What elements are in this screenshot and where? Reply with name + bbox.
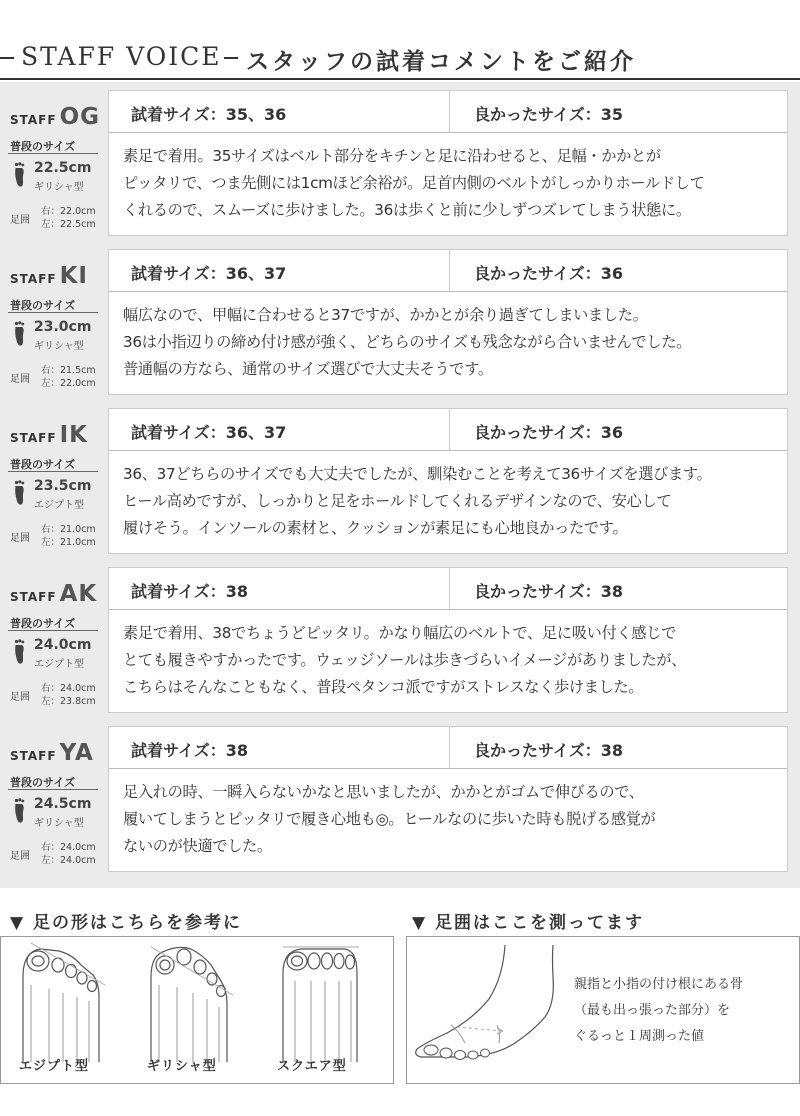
staff-name [10, 263, 102, 289]
staff-entry-ak [0, 567, 800, 719]
staff-name [10, 422, 102, 448]
header-english-title: STAFF VOICE [21, 42, 222, 71]
staff-initials: OG [59, 104, 101, 130]
staff-name [10, 104, 102, 130]
staff-initials: KI [59, 263, 88, 289]
staff-tag: STAFF [10, 272, 57, 286]
girth-right: 右：22.0cm [41, 206, 96, 217]
staff-initials: YA [59, 740, 94, 766]
staff-profile [0, 249, 108, 401]
foot-type: ギリシャ型 [34, 341, 84, 352]
staff-initials: IK [59, 422, 88, 448]
foot-type: ギリシャ型 [34, 818, 84, 829]
staff-comment: 足入れの時、一瞬入らないかなと思いましたが、かかとがゴムで伸びるので、 履いてしまうとピッタリで履き心地も◎。ヒールなのに歩いた時も脱げる感覚が ないのが快適でした。 [123, 783, 656, 855]
size-row [109, 91, 787, 133]
good-size: 良かったサイズ：38 [474, 582, 623, 601]
header-dash-middle [224, 57, 238, 59]
foot-shape-label-egyptian: エジプト型 [19, 1059, 90, 1074]
size-row [109, 250, 787, 292]
staff-comment: 素足で着用。35サイズはベルト部分をキチンと足に沿わせると、足幅・かかとが ピッタリで、つま先側には1cmほど余裕が。足首内側のベルトがしっかりホールドして くれるので、スムーズに歩けました。36は歩くと前に少しずつズレてしまう状態に。 [123, 147, 705, 219]
egyptian-foot-icon [23, 949, 99, 1062]
greek-foot-icon [151, 947, 227, 1062]
foot-side-icon [407, 937, 577, 1083]
comment-card [108, 567, 788, 713]
girth-label: 足囲 [10, 215, 30, 226]
staff-tag: STAFF [10, 749, 57, 763]
staff-profile [0, 726, 108, 878]
staff-profile [0, 90, 108, 242]
staff-tag: STAFF [10, 113, 57, 127]
girth-values [41, 523, 96, 549]
size-row [109, 727, 787, 769]
foot-shape-label-greek: ギリシャ型 [147, 1059, 217, 1074]
staff-tag: STAFF [10, 431, 57, 445]
tried-size: 試着サイズ：38 [131, 741, 248, 760]
header-rule [0, 78, 800, 80]
girth-right: 右：24.0cm [41, 842, 96, 853]
girth-label: 足囲 [10, 374, 30, 385]
girth-left: 左：21.0cm [41, 537, 96, 548]
staff-name [10, 740, 102, 766]
size-divider [449, 91, 450, 132]
girth-right: 右：21.0cm [41, 524, 96, 535]
tried-size: 試着サイズ：38 [131, 582, 248, 601]
usual-size-underline [8, 630, 98, 631]
usual-size-underline [8, 471, 98, 472]
foot-shape-title: ▼ 足の形はこちらを参考に [10, 913, 242, 933]
staff-entry-og [0, 90, 800, 242]
girth-label: 足囲 [10, 692, 30, 703]
good-size: 良かったサイズ：36 [474, 264, 623, 283]
usual-size-label: 普段のサイズ [10, 140, 76, 153]
size-divider [449, 727, 450, 768]
foot-icon [14, 321, 25, 347]
usual-size-underline [8, 789, 98, 790]
usual-size-label: 普段のサイズ [10, 617, 76, 630]
square-foot-icon [283, 949, 357, 1062]
girth-values [41, 682, 96, 708]
comment-card [108, 408, 788, 554]
staff-profile [0, 408, 108, 560]
foot-type: エジプト型 [34, 659, 84, 670]
staff-voice-panel [0, 82, 800, 888]
good-size: 良かったサイズ：36 [474, 423, 623, 442]
girth-left: 左：22.0cm [41, 378, 96, 389]
comment-card [108, 249, 788, 395]
foot-icon [14, 798, 25, 824]
girth-guide-note: 親指と小指の付け根にある骨 （最も出っ張った部分）を ぐるっと１周測った値 [574, 977, 744, 1044]
good-size: 良かったサイズ：35 [474, 105, 623, 124]
usual-size-value: 23.5cm [34, 478, 92, 494]
foot-icon [14, 639, 25, 665]
staff-comment: 素足で着用、38でちょうどピッタリ。かなり幅広のベルトで、足に吸い付く感じで とても履きやすかったです。ウェッジソールは歩きづらいイメージがありましたが、 こちらはそんなこともなく、普段ペタンコ派ですがストレスなく歩けました。 [123, 624, 687, 696]
foot-icon [14, 162, 25, 188]
staff-comment: 36、37どちらのサイズでも大丈夫でしたが、馴染むことを考えて36サイズを選びます。 ヒール高めですが、しっかりと足をホールドしてくれるデザインなので、安心して 履けそう。インソールの素材と、クッションが素足にも心地良かったです。 [123, 465, 712, 537]
girth-right: 右：24.0cm [41, 683, 96, 694]
foot-icon [14, 480, 25, 506]
usual-size-label: 普段のサイズ [10, 776, 76, 789]
foot-type: エジプト型 [34, 500, 84, 511]
size-row [109, 568, 787, 610]
girth-left: 左：22.5cm [41, 219, 96, 230]
section-header [0, 38, 800, 78]
staff-name [10, 581, 102, 607]
girth-guide-title: ▼ 足囲はここを測ってます [412, 913, 644, 933]
header-japanese-title: スタッフの試着コメントをご紹介 [246, 49, 636, 75]
staff-entry-ki [0, 249, 800, 401]
tried-size: 試着サイズ：36、37 [131, 423, 287, 442]
usual-size-value: 24.5cm [34, 796, 92, 812]
usual-size-underline [8, 312, 98, 313]
usual-size-value: 23.0cm [34, 319, 92, 335]
usual-size-label: 普段のサイズ [10, 458, 76, 471]
foot-type: ギリシャ型 [34, 182, 84, 193]
staff-entry-ya [0, 726, 800, 878]
size-divider [449, 250, 450, 291]
foot-shape-box [0, 936, 394, 1084]
header-dash-left [0, 57, 14, 59]
good-size: 良かったサイズ：38 [474, 741, 623, 760]
staff-entry-ik [0, 408, 800, 560]
girth-right: 右：21.5cm [41, 365, 96, 376]
girth-values [41, 841, 96, 867]
girth-left: 左：24.0cm [41, 855, 96, 866]
usual-size-value: 22.5cm [34, 160, 92, 176]
usual-size-label: 普段のサイズ [10, 299, 76, 312]
staff-tag: STAFF [10, 590, 57, 604]
size-row [109, 409, 787, 451]
girth-values [41, 364, 96, 390]
foot-shape-label-square: スクエア型 [277, 1059, 347, 1074]
tried-size: 試着サイズ：35、36 [131, 105, 287, 124]
size-divider [449, 409, 450, 450]
girth-left: 左：23.8cm [41, 696, 96, 707]
usual-size-underline [8, 153, 98, 154]
reference-section [0, 888, 800, 1116]
girth-label: 足囲 [10, 533, 30, 544]
staff-comment: 幅広なので、甲幅に合わせると37ですが、かかとが余り過ぎてしまいました。 36は小指辺りの締め付け感が強く、どちらのサイズも残念ながら合いませんでした。 普通幅の方なら、通常のサイズ選びで大丈夫そうです。 [123, 306, 692, 378]
comment-card [108, 726, 788, 872]
staff-initials: AK [59, 581, 98, 607]
tried-size: 試着サイズ：36、37 [131, 264, 287, 283]
size-divider [449, 568, 450, 609]
girth-label: 足囲 [10, 851, 30, 862]
staff-profile [0, 567, 108, 719]
girth-values [41, 205, 96, 231]
comment-card [108, 90, 788, 236]
usual-size-value: 24.0cm [34, 637, 92, 653]
